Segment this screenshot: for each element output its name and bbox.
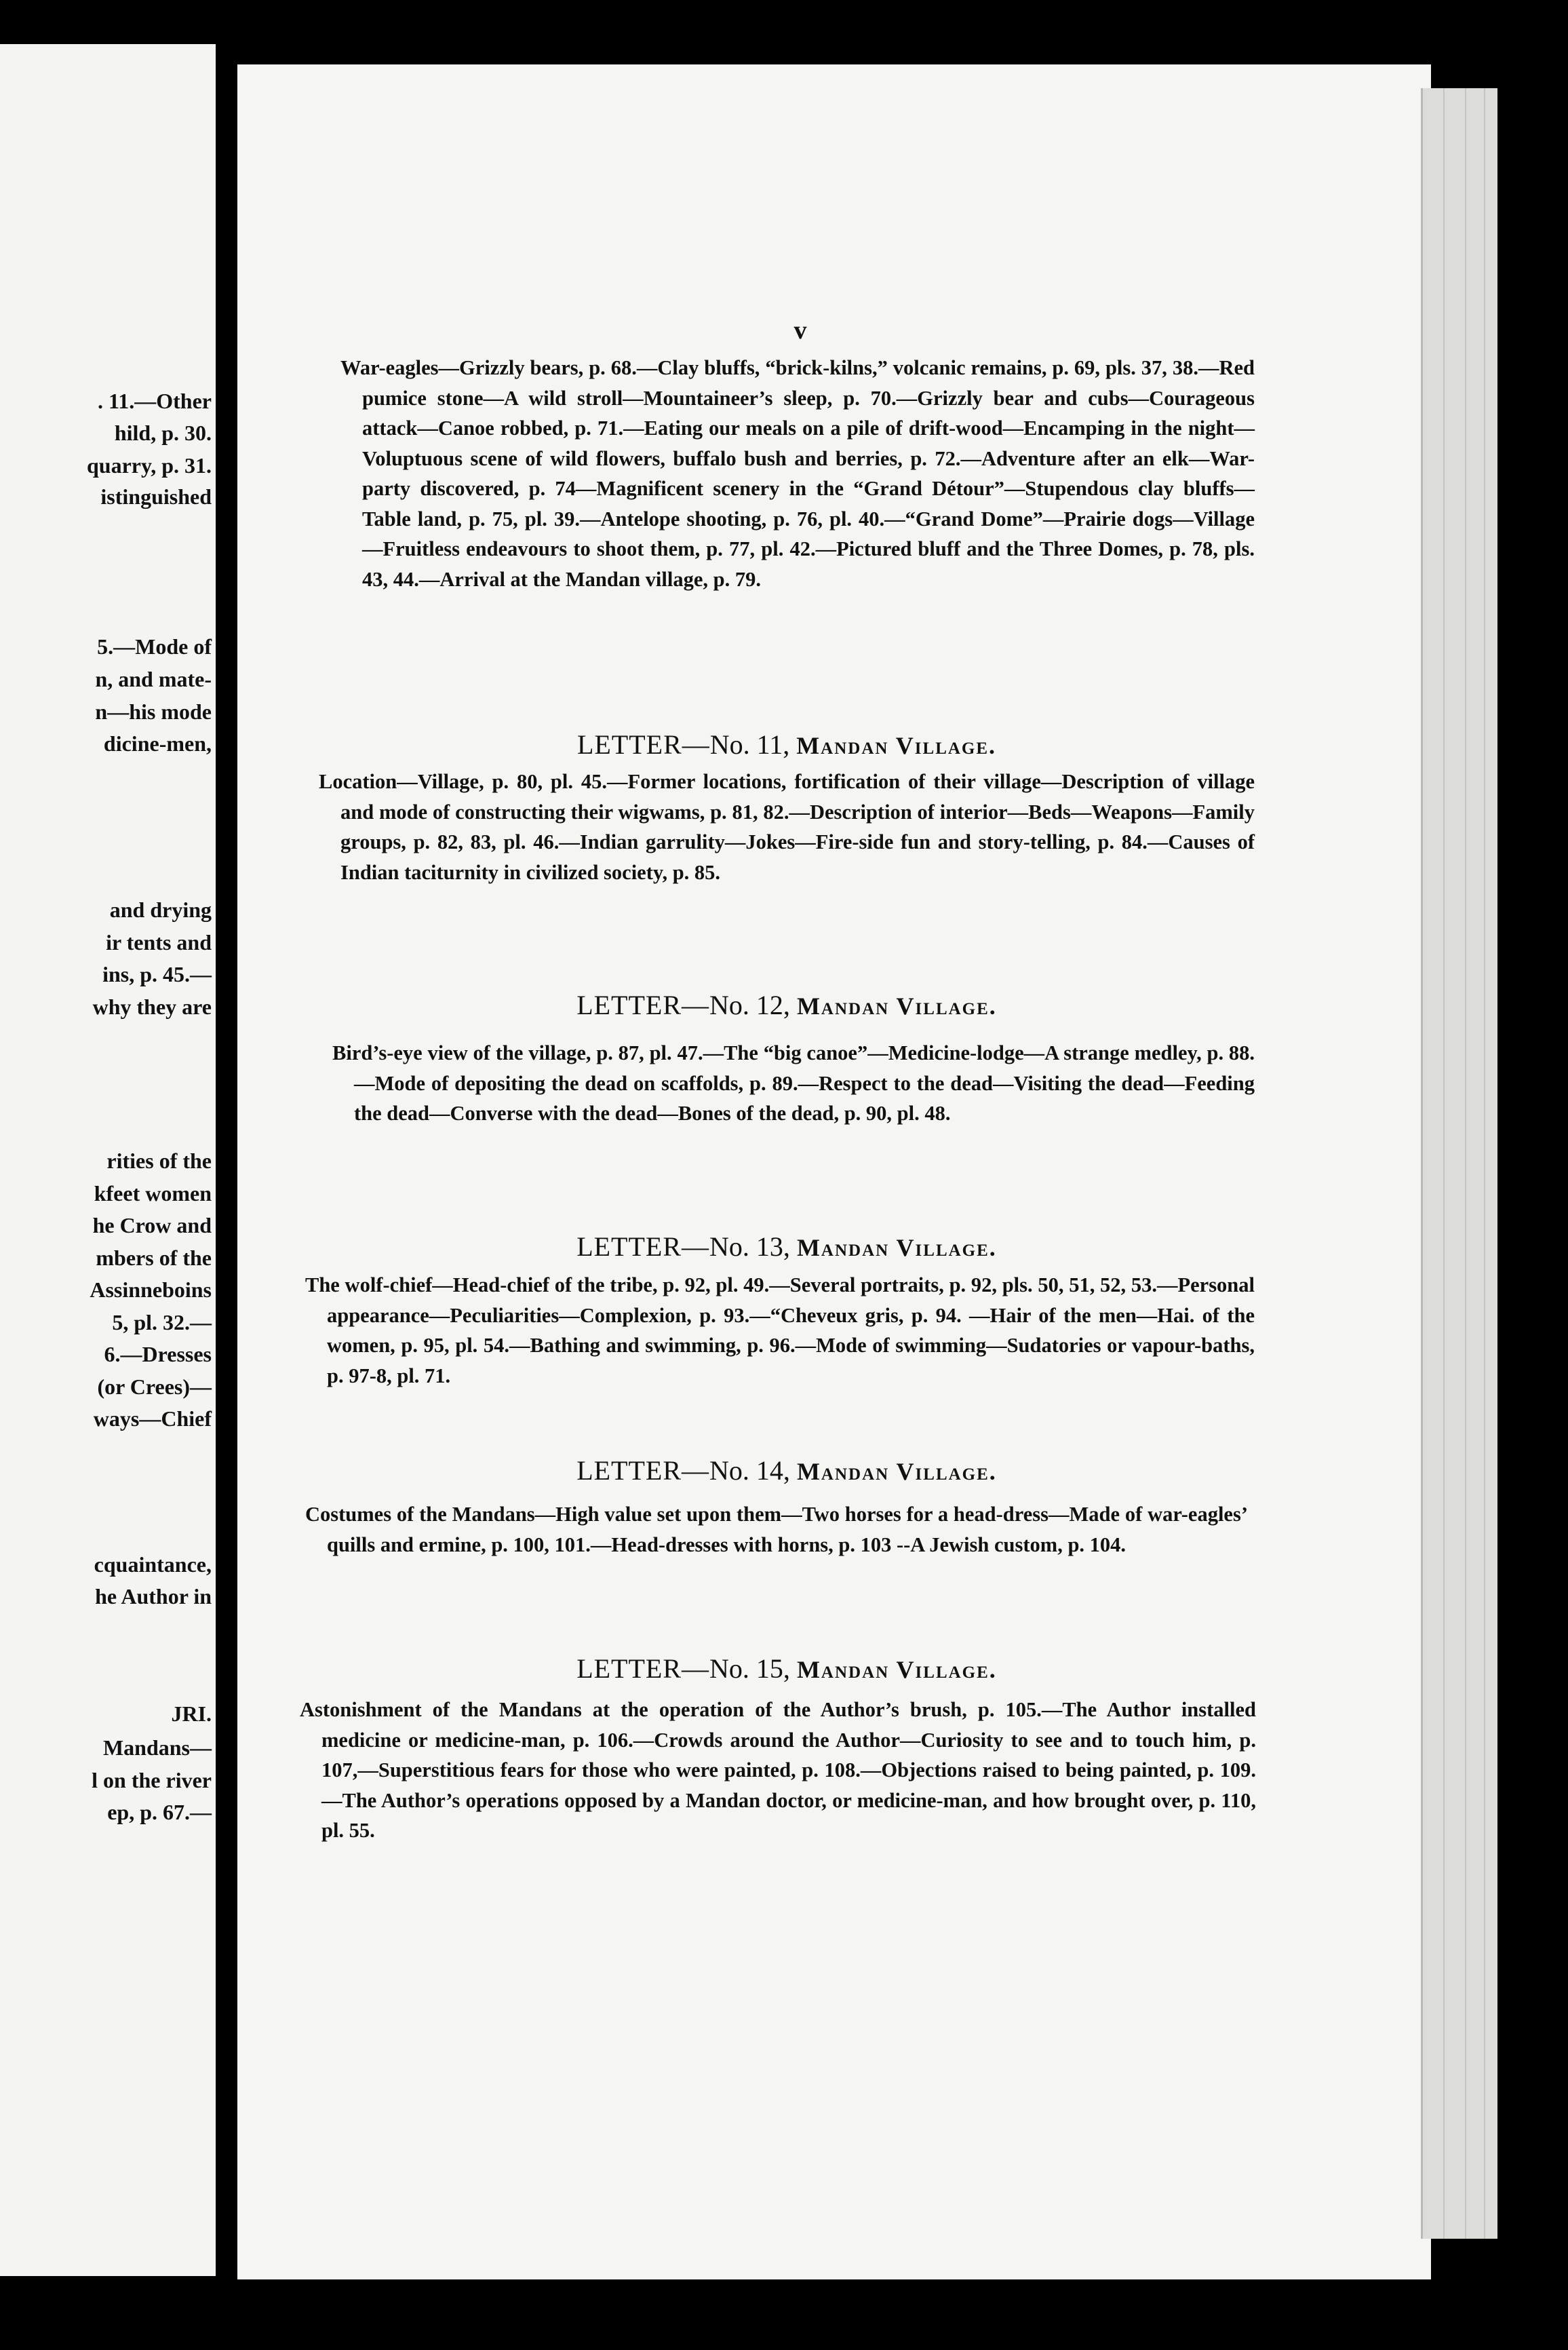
intro-paragraph: War-eagles—Grizzly bears, p. 68.—Clay bluffs, “brick-kilns,” volcanic remains, p. 69, pls. 37, 38.—Red pumice stone—A wild stroll—Mountaineer’s sleep, p. 70.—Grizzly bear and cubs—Courageous attack—Canoe robbed, p. 71.—Eating our meals on a pile of drift-wood—Encamping in the night—Voluptuous scene of wild flowers, buffalo bush and berries, p. 72.—Adventure after an elk—War-party discovered, p. 74—Magnificent scenery in the “Grand Détour”—Stupendous clay bluffs—Table land, p. 75, pl. 39.—Antelope shooting, p. 76, pl. 40.—“Grand Dome”—Prairie dogs—Village—Fruitless endeavours to shoot them, p. 77, pl. 42.—Pictured bluff and the Three Domes, p. 78, pls. 43, 44.—Arrival at the Mandan village, p. 79. (340, 356, 1255, 591)
heading-place: Mandan Village. (796, 1656, 997, 1683)
left-page-fragment: kfeet women (94, 1181, 212, 1206)
section-body: Location—Village, p. 80, pl. 45.—Former locations, fortification of their village—Description of village and mode of constructing their wigwams, p. 81, 82.—Description of interior—Beds—Weapons—Family groups, p. 82, 83, pl. 46.—Indian garrulity—Jokes—Fire-side fun and story-telling, p. 84.—Causes of Indian taciturnity in civilized society, p. 85. (319, 770, 1255, 884)
page-number: v (793, 316, 807, 345)
left-page-fragment: he Crow and (92, 1213, 212, 1237)
left-page-fragment: 5, pl. 32.— (112, 1310, 212, 1334)
section-heading (319, 992, 1255, 1019)
left-page-fragment: mbers of the (96, 1246, 212, 1270)
left-page-fragment: 5.—Mode of (97, 634, 212, 659)
left-page-fragment: Mandans— (102, 1735, 212, 1760)
left-page-fragment: dicine-men, (103, 731, 212, 756)
heading-letter: LETTER— (576, 729, 710, 760)
left-page-fragment: and drying (109, 898, 212, 922)
left-page-fragment: n—his mode (95, 699, 212, 724)
heading-number: No. 13, (709, 1231, 790, 1262)
heading-letter: LETTER— (576, 1455, 710, 1486)
left-page-fragment: l on the river (92, 1768, 212, 1792)
left-page-fragment: cquaintance, (94, 1552, 212, 1577)
heading-letter: LETTER— (576, 990, 710, 1020)
left-page-fragment: Assinneboins (90, 1277, 212, 1302)
left-page-fragment: why they are (92, 995, 212, 1019)
heading-number: No. 14, (709, 1455, 790, 1486)
left-page-fragment: ir tents and (106, 930, 212, 955)
left-page-fragment: ways—Chief (93, 1406, 212, 1431)
heading-place: Mandan Village. (796, 993, 997, 1020)
section-heading (319, 731, 1255, 758)
left-page-fragment: hild, p. 30. (114, 421, 212, 445)
section-body: Costumes of the Mandans—High value set upon them—Two horses for a head-dress—Made of war-eagles’ quills and ermine, p. 100, 101.—Head-dresses with horns, p. 103 --A Jewish custom, p. 104. (305, 1503, 1248, 1556)
left-page-fragment: quarry, p. 31. (86, 453, 212, 478)
page-edge (1421, 88, 1497, 2239)
left-page-fragment: (or Crees)— (97, 1374, 212, 1399)
left-page-fragment: he Author in (95, 1584, 212, 1609)
heading-place: Mandan Village. (796, 732, 997, 759)
section-body: Astonishment of the Mandans at the operation of the Author’s brush, p. 105.—The Author installed medicine or medicine-man, p. 106.—Crowds around the Author—Curiosity to see and to touch him, p. 107,—Superstitious fears for those who were painted, p. 108.—Objections raised to being painted, p. 109.—The Author’s operations opposed by a Mandan doctor, or medicine-man, and how brought over, p. 110, pl. 55. (300, 1698, 1256, 1842)
heading-place: Mandan Village. (796, 1458, 997, 1485)
section-body: Bird’s-eye view of the village, p. 87, pl. 47.—The “big canoe”—Medicine-lodge—A strange medley, p. 88.—Mode of depositing the dead on scaffolds, p. 89.—Respect to the dead—Visiting the dead—Feeding the dead—Converse with the dead—Bones of the dead, p. 90, pl. 48. (332, 1041, 1255, 1125)
left-page-fragment: rities of the (106, 1149, 212, 1173)
left-page-fragment: . 11.—Other (98, 389, 212, 413)
heading-number: No. 12, (709, 990, 790, 1020)
heading-number: No. 11, (709, 729, 790, 760)
section-heading (319, 1233, 1255, 1260)
section-body: The wolf-chief—Head-chief of the tribe, p. 92, pl. 49.—Several portraits, p. 92, pls. 50, 51, 52, 53.—Personal appearance—Peculiarities—Complexion, p. 93.—“Cheveux gris, p. 94. —Hair of the men—Hai. of the women, p. 95, pl. 54.—Bathing and swimming, p. 96.—Mode of swimming—Sudatories or vapour-baths, p. 97-8, pl. 71. (305, 1273, 1255, 1387)
left-page-fragment: ep, p. 67.— (107, 1800, 212, 1824)
section-heading (319, 1655, 1255, 1682)
left-page-fragment: 6.—Dresses (104, 1342, 212, 1366)
left-page-fragment: istinguished (100, 484, 212, 509)
heading-letter: LETTER— (576, 1653, 710, 1684)
heading-place: Mandan Village. (796, 1234, 997, 1261)
heading-number: No. 15, (709, 1653, 790, 1684)
heading-letter: LETTER— (576, 1231, 710, 1262)
left-page-fragment: ins, p. 45.— (102, 962, 212, 986)
book-gutter (216, 0, 237, 2350)
left-page-fragment: n, and mate- (95, 667, 212, 691)
section-heading (319, 1457, 1255, 1484)
left-facing-page (0, 44, 216, 2276)
left-page-fragment: JRI. (171, 1701, 212, 1726)
